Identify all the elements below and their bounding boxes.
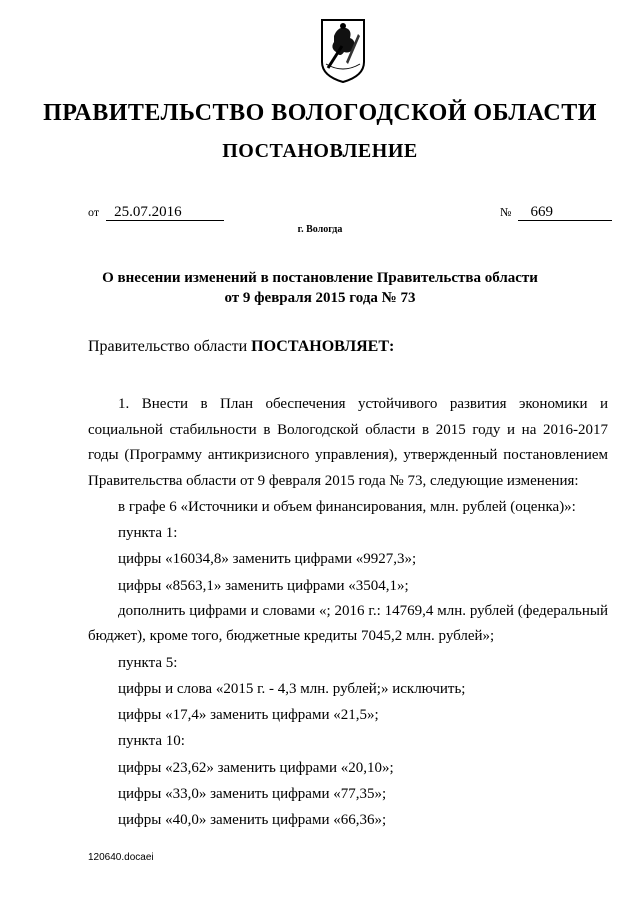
body-paragraph: дополнить цифрами и словами «; 2016 г.: 14769,4 млн. рублей (федеральный бюджет), кроме того, бюджетные кредиты 7045,2 млн. рублей»; (88, 602, 608, 645)
document-body (88, 392, 608, 833)
body-line: пункта 1: (118, 525, 178, 542)
preamble-emphasis: ПОСТАНОВЛЯЕТ: (251, 338, 395, 355)
body-line: цифры «8563,1» заменить цифрами «3504,1»; (118, 577, 409, 594)
body-line: цифры «23,62» заменить цифрами «20,10»; (118, 759, 394, 776)
document-type: ПОСТАНОВЛЕНИЕ (222, 140, 418, 162)
body-line: в графе 6 «Источники и объем финансирования, млн. рублей (оценка)»: (118, 499, 576, 515)
subject-line-1: О внесении изменений в постановление Правительства области (102, 270, 538, 286)
subject-line-2: от 9 февраля 2015 года № 73 (224, 290, 416, 306)
body-line: цифры «16034,8» заменить цифрами «9927,3»; (118, 551, 417, 568)
city-label: г. Вологда (297, 224, 343, 235)
government-title: ПРАВИТЕЛЬСТВО ВОЛОГОДСКОЙ ОБЛАСТИ (43, 100, 597, 126)
document-subject (40, 268, 600, 308)
number-value: 669 (518, 204, 612, 221)
date-value: 25.07.2016 (106, 204, 224, 221)
file-name: 120640.docaei (88, 852, 154, 863)
body-line: цифры и слова «2015 г. - 4,3 млн. рублей;» исключить; (118, 681, 466, 698)
body-paragraph: 1. Внести в План обеспечения устойчивого развития экономики и социальной стабильности в Вологодской области в 2015 году и на 2016-2017 годы (Программу антикризисного управления), утвержденный постановлением Правительства области от 9 февраля 2015 года № 73, следующие изменения: (88, 396, 608, 489)
body-line: цифры «17,4» заменить цифрами «21,5»; (118, 707, 379, 724)
body-line: пункта 10: (118, 733, 185, 750)
date-field (88, 204, 224, 221)
preamble (88, 338, 394, 356)
date-prefix: от (88, 205, 100, 219)
body-line: пункта 5: (118, 654, 178, 671)
number-field (500, 204, 612, 221)
number-prefix: № (500, 205, 512, 219)
body-line: цифры «40,0» заменить цифрами «66,36»; (118, 812, 387, 829)
body-line: цифры «33,0» заменить цифрами «77,35»; (118, 785, 387, 802)
coat-of-arms-icon (320, 18, 366, 84)
preamble-text: Правительство области (88, 338, 248, 355)
